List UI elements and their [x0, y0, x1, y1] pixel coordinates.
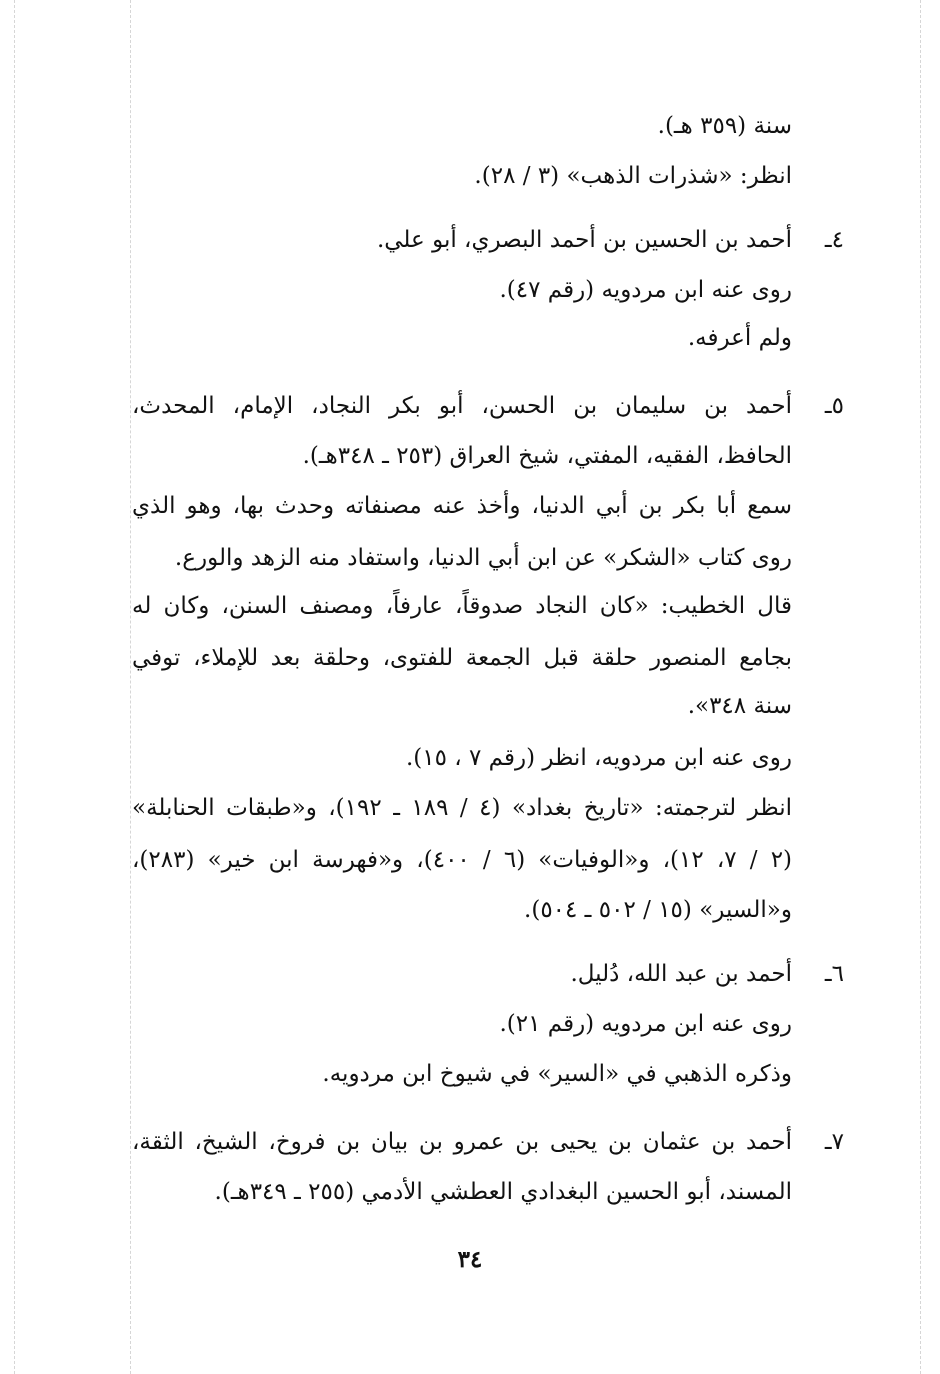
text-line: سمع أبا بكر بن أبي الدنيا، وأخذ عنه مصنفاته وحدث بها، وهو الذي: [132, 493, 792, 519]
entry-number: ٧ـ: [824, 1129, 844, 1155]
text-line: (٢ / ٧، ١٢)، و«الوفيات» (٦ / ٤٠٠)، و«فهرسة ابن خير» (٢٨٣)،: [132, 847, 793, 873]
text-line: الحافظ، الفقيه، المفتي، شيخ العراق (٢٥٣ ـ ٣٤٨هـ).: [302, 443, 792, 469]
text-line: المسند، أبو الحسين البغدادي العطشي الأدمي (٢٥٥ ـ ٣٤٩هـ).: [214, 1179, 792, 1205]
text-line: ولم أعرفه.: [687, 325, 792, 351]
entry-number: ٥ـ: [824, 393, 844, 419]
scan-edge-line: [920, 0, 922, 1374]
text-line: و«السير» (١٥ / ٥٠٢ ـ ٥٠٤).: [524, 897, 792, 923]
text-line: أحمد بن سليمان بن الحسن، أبو بكر النجاد، الإمام، المحدث،: [132, 393, 792, 419]
entry-number: ٦ـ: [824, 961, 844, 987]
text-line: انظر لترجمته: «تاريخ بغداد» (٤ / ١٨٩ ـ ١٩٢)، و«طبقات الحنابلة»: [132, 795, 792, 821]
text-line: روى عنه ابن مردويه (رقم ٤٧).: [499, 277, 792, 303]
scan-edge-line: [14, 0, 16, 1374]
text-line: أحمد بن الحسين بن أحمد البصري، أبو علي.: [376, 227, 792, 253]
text-line: سنة ٣٤٨».: [687, 693, 792, 719]
text-line: انظر: «شذرات الذهب» (٣ / ٢٨).: [474, 163, 792, 189]
text-line: روى كتاب «الشكر» عن ابن أبي الدنيا، واستفاد منه الزهد والورع.: [174, 545, 792, 571]
text-line: أحمد بن عبد الله، دُليل.: [570, 961, 792, 987]
page-number: ٣٤: [457, 1246, 483, 1273]
text-line: وذكره الذهبي في «السير» في شيوخ ابن مردويه.: [322, 1061, 792, 1087]
text-line: روى عنه ابن مردويه، انظر (رقم ٧ ، ١٥).: [405, 745, 792, 771]
text-line: سنة (٣٥٩ هـ).: [657, 113, 792, 139]
text-line: روى عنه ابن مردويه (رقم ٢١).: [499, 1011, 792, 1037]
text-line: بجامع المنصور حلقة قبل الجمعة للفتوى، وحلقة بعد للإملاء، توفي: [132, 645, 792, 671]
entry-number: ٤ـ: [824, 227, 844, 253]
text-line: قال الخطيب: «كان النجاد صدوقاً، عارفاً، ومصنف السنن، وكان له: [132, 593, 792, 619]
text-line: أحمد بن عثمان بن يحيى بن عمرو بن بيان بن فروخ، الشيخ، الثقة،: [132, 1129, 792, 1155]
scan-edge-line: [130, 0, 132, 1374]
